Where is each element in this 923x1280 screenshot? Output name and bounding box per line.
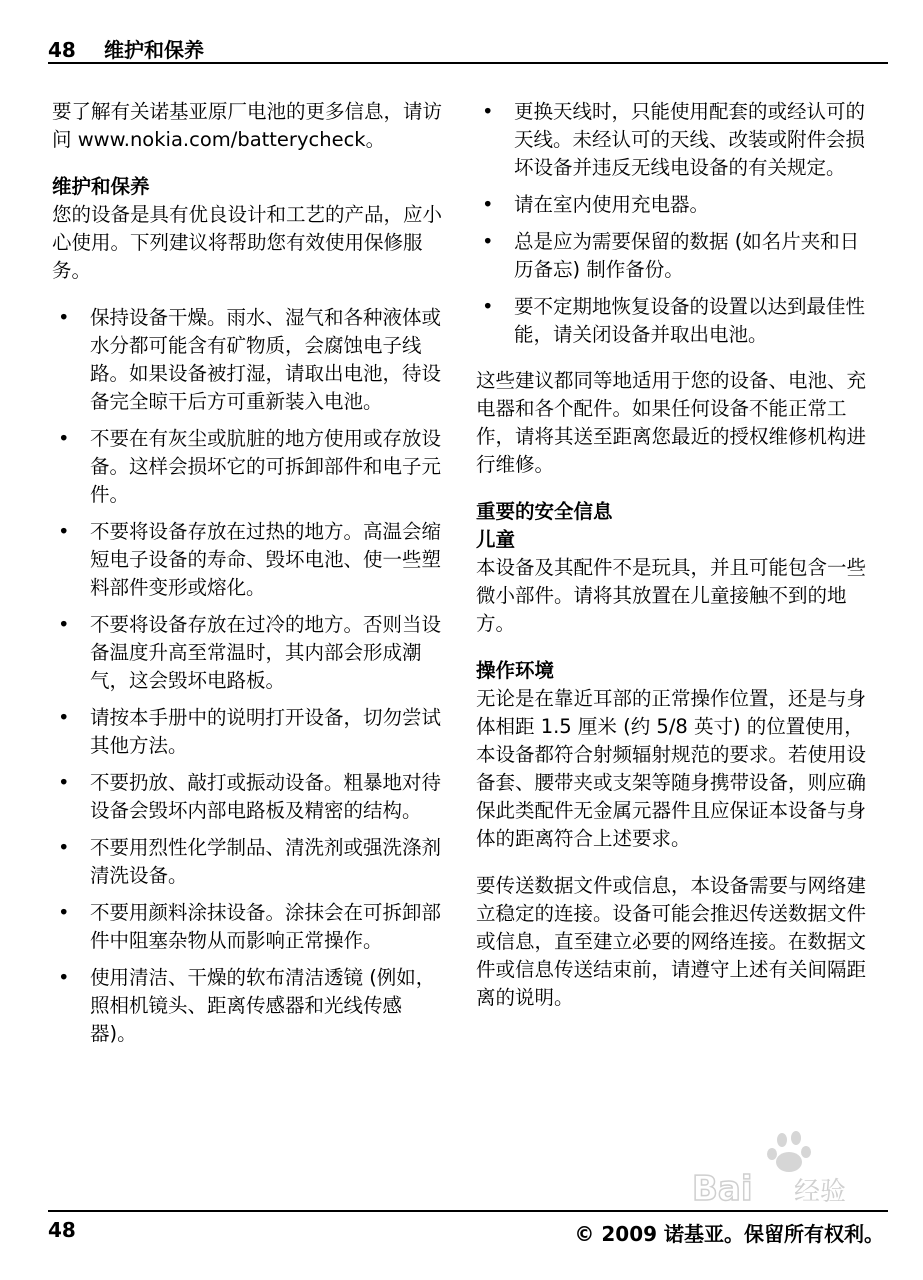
- care-bullet-list-continued: [476, 98, 876, 349]
- list-item: • 不要用烈性化学制品、清洗剂或强洗涤剂清洗设备。: [58, 836, 442, 887]
- care-heading: 维护和保养: [52, 175, 150, 198]
- care-bullet-list: [52, 304, 448, 1048]
- footer-page-number: 48: [48, 1218, 76, 1242]
- baidu-watermark-logo: [690, 1130, 870, 1210]
- list-item: • 使用清洁、干燥的软布清洁透镜 (例如，照相机镜头、距离传感器和光线传感器)。: [58, 966, 436, 1045]
- list-item: • 不要将设备存放在过热的地方。高温会缩短电子设备的寿命、毁坏电池、使一些塑料部件变形或熔化。: [58, 520, 442, 599]
- children-paragraph: 本设备及其配件不是玩具，并且可能包含一些微小部件。请将其放置在儿童接触不到的地方。: [476, 556, 867, 635]
- list-item: • 更换天线时，只能使用配套的或经认可的天线。未经认可的天线、改装或附件会损坏设备并违反无线电设备的有关规定。: [482, 100, 866, 179]
- bullet-symbol: •: [482, 193, 494, 216]
- bullet-symbol: •: [482, 230, 494, 253]
- list-item: • 要不定期地恢复设备的设置以达到最佳性能，请关闭设备并取出电池。: [482, 295, 866, 346]
- list-item: • 请按本手册中的说明打开设备，切勿尝试其他方法。: [58, 706, 442, 757]
- right-column: [476, 98, 876, 1031]
- data-transfer-paragraph: 要传送数据文件或信息，本设备需要与网络建立稳定的连接。设备可能会推迟传送数据文件或信息，直至建立必要的网络连接。在数据文件或信息传送结束前，请遵守上述有关间隔距离的说明。: [476, 874, 867, 1009]
- bullet-symbol: •: [58, 706, 70, 729]
- list-item: • 不要将设备存放在过冷的地方。否则当设备温度升高至常温时，其内部会形成潮气，这会毁坏电路板。: [58, 613, 442, 692]
- bullet-symbol: •: [482, 100, 494, 123]
- list-item: • 不要在有灰尘或肮脏的地方使用或存放设备。这样会损坏它的可拆卸部件和电子元件。: [58, 427, 442, 506]
- bullet-symbol: •: [58, 901, 70, 924]
- bullet-symbol: •: [482, 295, 494, 318]
- list-item: • 总是应为需要保留的数据 (如名片夹和日历备忘) 制作备份。: [482, 230, 860, 281]
- environment-heading: 操作环境: [476, 659, 555, 682]
- svg-text:经验: 经验: [794, 1177, 847, 1207]
- list-item: • 不要用颜料涂抹设备。涂抹会在可拆卸部件中阻塞杂物从而影响正常操作。: [58, 901, 442, 952]
- header-rule: [48, 62, 888, 64]
- bullet-symbol: •: [58, 306, 70, 329]
- bullet-symbol: •: [58, 771, 70, 794]
- children-heading: 儿童: [476, 528, 516, 551]
- footer-copyright: © 2009 诺基亚。保留所有权利。: [574, 1222, 884, 1246]
- bullet-symbol: •: [58, 836, 70, 859]
- safety-heading: 重要的安全信息: [476, 500, 613, 523]
- header-page-number: 48: [48, 38, 76, 62]
- list-item: • 请在室内使用充电器。: [476, 191, 876, 219]
- bullet-symbol: •: [58, 613, 70, 636]
- care-paragraph: 您的设备是具有优良设计和工艺的产品，应小心使用。下列建议将帮助您有效使用保修服务。: [52, 203, 443, 282]
- bullet-symbol: •: [58, 966, 70, 989]
- header-title: 维护和保养: [104, 38, 204, 62]
- footer-rule: [48, 1210, 888, 1212]
- applies-paragraph: 这些建议都同等地适用于您的设备、电池、充电器和各个配件。如果任何设备不能正常工作，请将其送至距离您最近的授权维修机构进行维修。: [476, 369, 867, 476]
- list-item: • 不要扔放、敲打或振动设备。粗暴地对待设备会毁坏内部电路板及精密的结构。: [58, 771, 442, 822]
- left-column: [52, 98, 448, 1066]
- environment-paragraph: 无论是在靠近耳部的正常操作位置，还是与身体相距 1.5 厘米 (约 5/8 英寸) 的位置使用，本设备都符合射频辐射规范的要求。若使用设备套、腰带夹或支架等随身携带设备，则应确保此类配件无金属元器件且应保证本设备与身体的距离符合上述要求。: [476, 687, 867, 850]
- page-footer: [48, 1218, 888, 1246]
- bullet-symbol: •: [58, 427, 70, 450]
- bullet-symbol: •: [58, 520, 70, 543]
- intro-paragraph: 要了解有关诺基亚原厂电池的更多信息，请访问 www.nokia.com/batterycheck。: [52, 100, 443, 151]
- list-item: • 保持设备干燥。雨水、湿气和各种液体或水分都可能含有矿物质，会腐蚀电子线路。如果设备被打湿，请取出电池，待设备完全晾干后方可重新装入电池。: [58, 306, 442, 413]
- svg-text:Bai: Bai: [692, 1169, 753, 1209]
- page-header: [48, 34, 888, 63]
